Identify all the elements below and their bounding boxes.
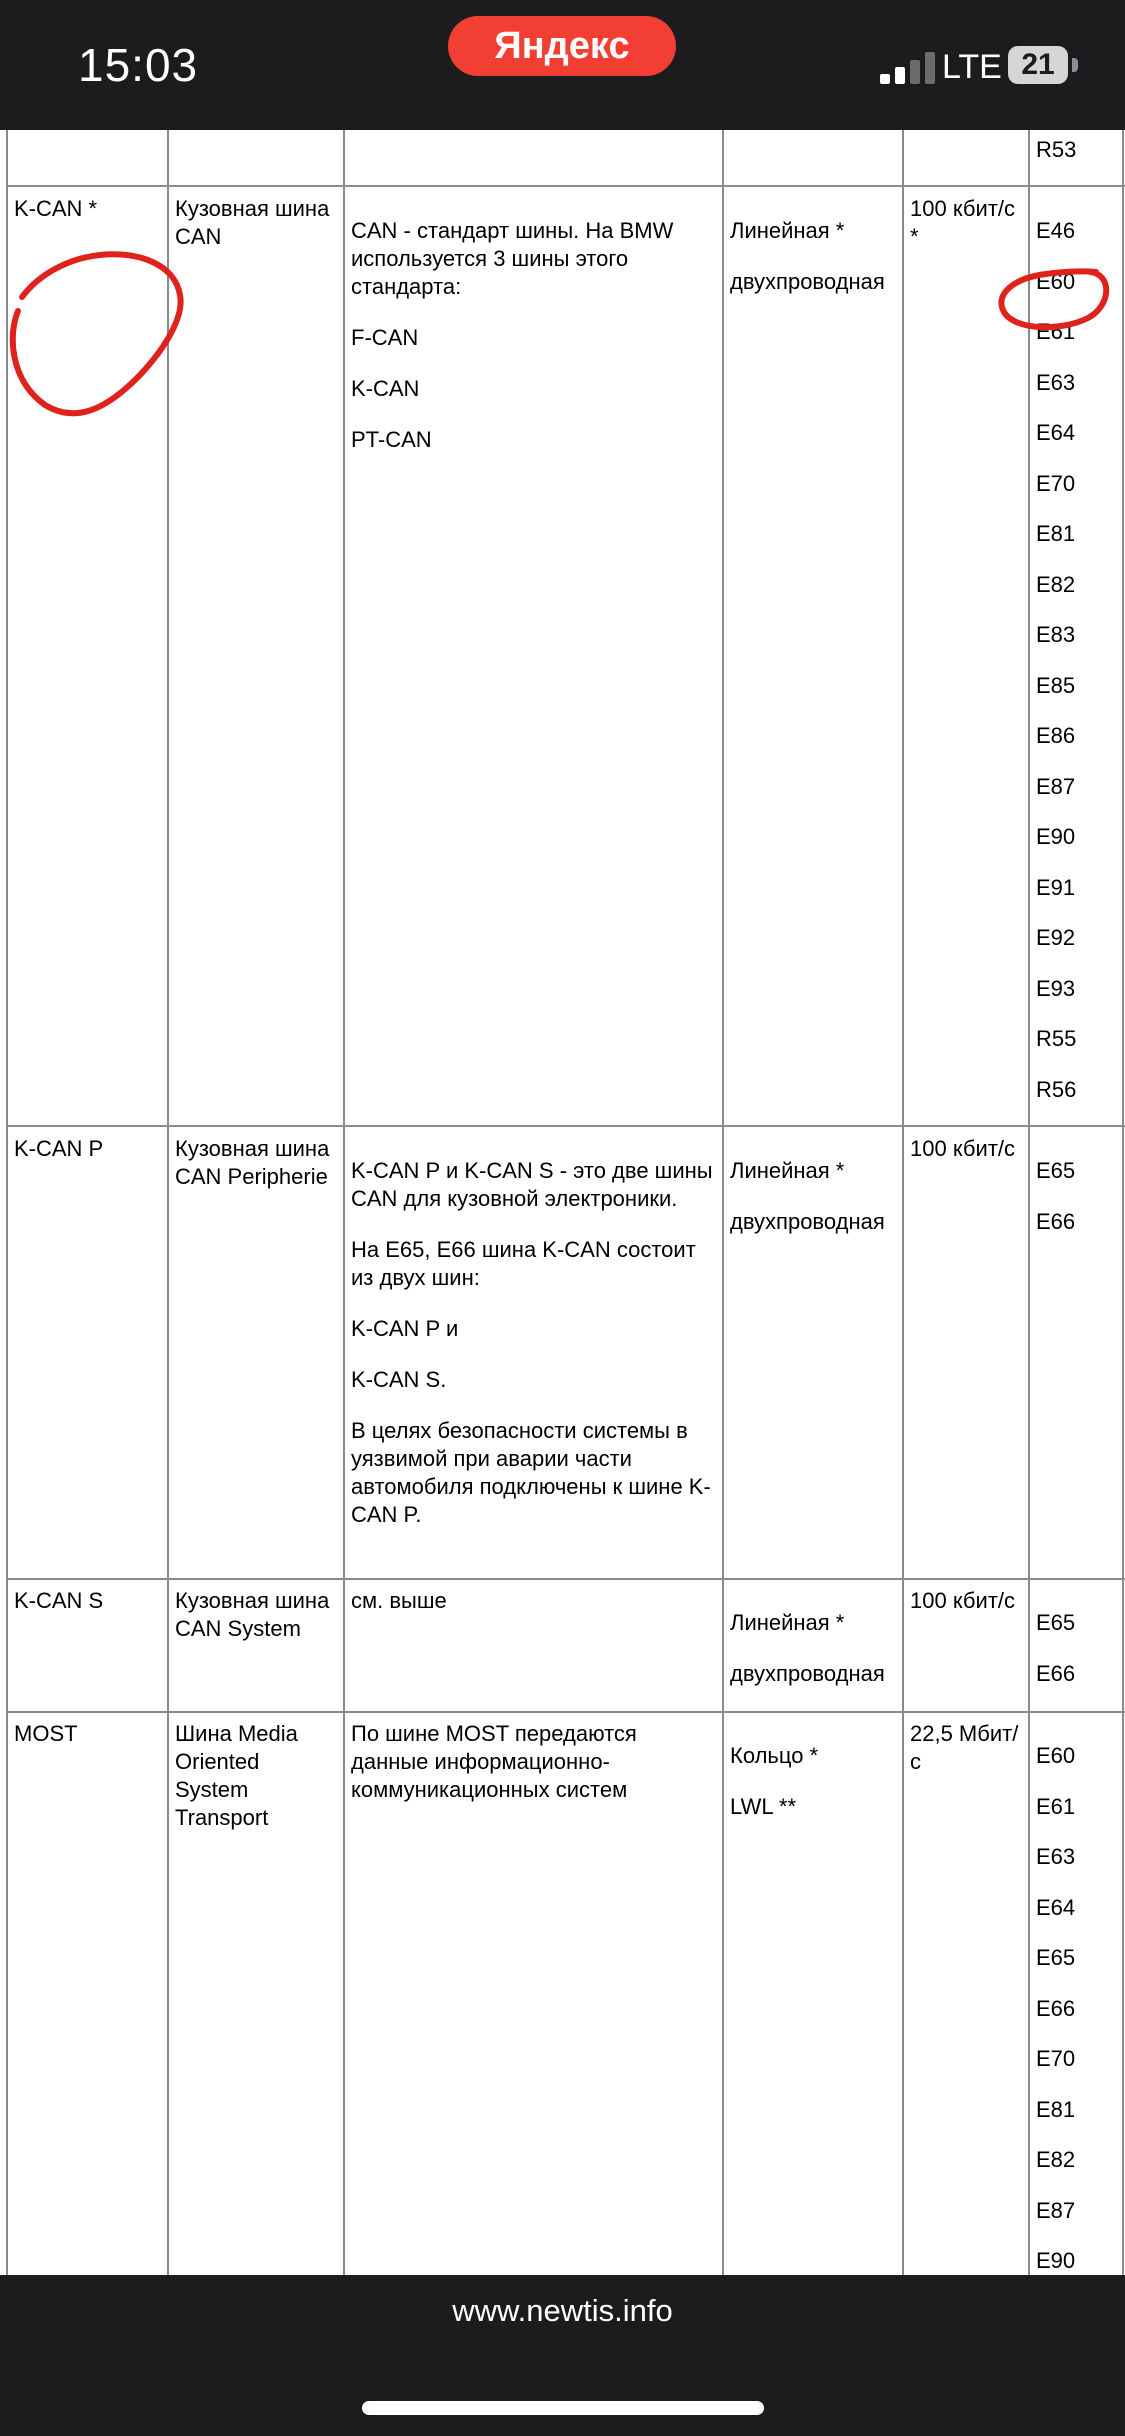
model-code: E81 bbox=[1036, 2096, 1076, 2122]
models-cell bbox=[1036, 217, 1120, 1126]
model-code: E46 bbox=[1036, 218, 1076, 243]
model-code: E90 bbox=[1036, 2248, 1076, 2273]
models-cell bbox=[1036, 1609, 1120, 1710]
description-text: По шине MOST передаются данные информационно-коммуникационных систем bbox=[351, 1721, 637, 1802]
browser-bottom-bar bbox=[0, 2275, 1125, 2436]
column-divider bbox=[167, 130, 169, 2275]
topology-cell bbox=[730, 1742, 900, 1844]
model-code: R53 bbox=[1036, 137, 1077, 162]
bus-table bbox=[0, 130, 1125, 2275]
description-text: см. выше bbox=[351, 1588, 447, 1613]
model-code: E70 bbox=[1036, 2046, 1076, 2071]
models-cell bbox=[1036, 1742, 1120, 2275]
bus-abbr-cell: K-CAN P bbox=[14, 1136, 104, 1161]
topology-text: LWL ** bbox=[730, 1794, 797, 1819]
bus-name-cell: Шина Media Oriented System Transport bbox=[175, 1721, 298, 1830]
signal-strength-icon bbox=[880, 52, 936, 84]
column-divider bbox=[1028, 130, 1030, 2275]
model-code: E82 bbox=[1036, 571, 1076, 597]
description-text: На E65, E66 шина K-CAN состоит из двух шин: bbox=[351, 1237, 696, 1290]
network-type: LTE bbox=[942, 48, 1002, 86]
model-code: E65 bbox=[1036, 1610, 1076, 1635]
topology-text: двухпроводная bbox=[730, 1209, 885, 1234]
model-code: E90 bbox=[1036, 824, 1076, 849]
topology-text: двухпроводная bbox=[730, 269, 885, 294]
speed-cell: 100 кбит/с bbox=[910, 1588, 1016, 1613]
description-text: PT-CAN bbox=[351, 427, 432, 452]
bus-name-cell: Кузовная шина CAN System bbox=[175, 1588, 330, 1641]
column-divider bbox=[343, 130, 345, 2275]
address-bar[interactable]: www.newtis.info bbox=[452, 2293, 673, 2328]
bus-description-cell bbox=[351, 1157, 717, 1552]
battery-tip bbox=[1072, 58, 1078, 72]
battery-icon bbox=[1008, 46, 1068, 84]
description-text: K-CAN P и K-CAN S - это две шины CAN для кузовной электроники. bbox=[351, 1158, 713, 1211]
topology-text: Линейная * bbox=[730, 1158, 845, 1183]
bus-description-cell bbox=[351, 217, 717, 477]
model-code: E60 bbox=[1036, 1743, 1076, 1768]
description-text: K-CAN S. bbox=[351, 1367, 447, 1392]
model-code: E60 bbox=[1036, 268, 1076, 294]
brand-label: Яндекс bbox=[494, 24, 630, 67]
description-text: K-CAN bbox=[351, 376, 420, 401]
model-code: R56 bbox=[1036, 1076, 1077, 1102]
speed-cell: 100 кбит/с bbox=[910, 1136, 1016, 1161]
model-code: E81 bbox=[1036, 521, 1076, 546]
row-divider bbox=[6, 1125, 1125, 1127]
topology-text: двухпроводная bbox=[730, 1661, 885, 1686]
model-code: E66 bbox=[1036, 1660, 1076, 1686]
model-code: E65 bbox=[1036, 1158, 1076, 1183]
status-time: 15:03 bbox=[78, 39, 199, 91]
speed-cell: 100 кбит/с * bbox=[910, 196, 1016, 249]
description-text: CAN - стандарт шины. На BMW используется 3 шины этого стандарта: bbox=[351, 218, 674, 299]
model-code: E92 bbox=[1036, 925, 1076, 950]
yandex-logo-button[interactable] bbox=[448, 16, 676, 76]
status-bar bbox=[0, 0, 1125, 130]
topology-cell bbox=[730, 1157, 900, 1259]
model-code: E64 bbox=[1036, 1894, 1076, 1920]
topology-text: Кольцо * bbox=[730, 1743, 819, 1768]
table-border bbox=[1122, 130, 1124, 2275]
model-code: E63 bbox=[1036, 369, 1076, 395]
row-divider bbox=[6, 1711, 1125, 1713]
bus-abbr-cell: K-CAN * bbox=[14, 196, 98, 221]
row-divider bbox=[6, 1578, 1125, 1580]
model-code: E65 bbox=[1036, 1945, 1076, 1970]
speed-cell: 22,5 Мбит/с bbox=[910, 1721, 1019, 1774]
model-code: E87 bbox=[1036, 773, 1076, 799]
topology-text: Линейная * bbox=[730, 218, 845, 243]
description-text: K-CAN P и bbox=[351, 1316, 459, 1341]
description-text: F-CAN bbox=[351, 325, 419, 350]
model-code: E64 bbox=[1036, 420, 1076, 445]
bus-name-cell: Кузовная шина CAN bbox=[175, 196, 330, 249]
model-code: E82 bbox=[1036, 2147, 1076, 2172]
model-code: R55 bbox=[1036, 1026, 1077, 1051]
model-code: E66 bbox=[1036, 1208, 1076, 1234]
description-text: В целях безопасности системы в уязвимой при аварии части автомобиля подключены к шине K-CAN P. bbox=[351, 1418, 711, 1527]
column-divider bbox=[902, 130, 904, 2275]
topology-cell bbox=[730, 217, 900, 319]
bus-description-cell bbox=[351, 1720, 717, 1827]
model-code: E87 bbox=[1036, 2197, 1076, 2223]
topology-text: Линейная * bbox=[730, 1610, 845, 1635]
models-cell bbox=[1036, 1157, 1120, 1258]
table-border bbox=[6, 130, 8, 2275]
model-code: E93 bbox=[1036, 975, 1076, 1001]
model-code: E70 bbox=[1036, 470, 1076, 496]
models-cell bbox=[1036, 136, 1076, 164]
model-code: E85 bbox=[1036, 672, 1076, 698]
home-indicator[interactable] bbox=[362, 2401, 764, 2415]
model-code: E83 bbox=[1036, 622, 1076, 647]
bus-description-cell bbox=[351, 1587, 717, 1638]
row-divider bbox=[6, 185, 1125, 187]
model-code: E61 bbox=[1036, 319, 1076, 344]
battery-level: 21 bbox=[1021, 48, 1055, 81]
model-code: E66 bbox=[1036, 1995, 1076, 2021]
model-code: E86 bbox=[1036, 723, 1076, 748]
model-code: E61 bbox=[1036, 1793, 1076, 1819]
topology-cell bbox=[730, 1609, 900, 1711]
bus-name-cell: Кузовная шина CAN Peripherie bbox=[175, 1136, 330, 1189]
model-code: E91 bbox=[1036, 874, 1076, 900]
model-code: E63 bbox=[1036, 1844, 1076, 1869]
bus-abbr-cell: K-CAN S bbox=[14, 1588, 104, 1613]
bus-abbr-cell: MOST bbox=[14, 1721, 78, 1746]
column-divider bbox=[722, 130, 724, 2275]
